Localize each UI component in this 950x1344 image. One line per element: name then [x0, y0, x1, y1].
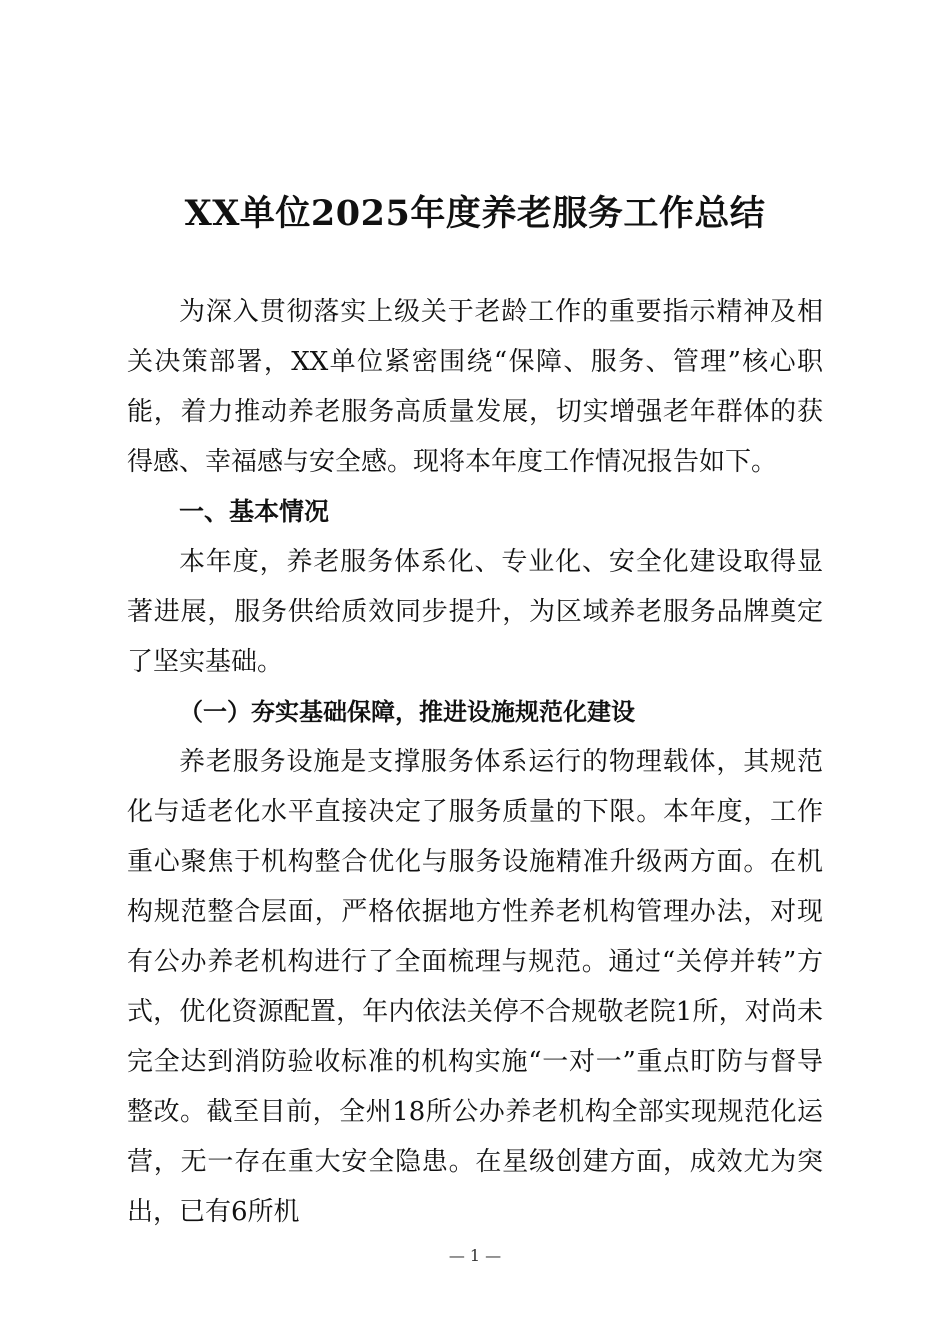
section-heading-basic-situation: 一、基本情况 — [179, 497, 330, 526]
subsection1-paragraph: 养老服务设施是支撑服务体系运行的物理载体，其规范化与适老化水平直接决定了服务质量的下限。本年度，工作重心聚焦于机构整合优化与服务设施精准升级两方面。在机构规范整合层面，严格依据地方性养老机构管理办法，对现有公办养老机构进行了全面梳理与规范。通过“关停并转”方式，优化资源配置，年内依法关停不合规敬老院1所，对尚未完全达到消防验收标准的机构实施“一对一”重点盯防与督导整改。截至目前，全州18所公办养老机构全部实现规范化运营，无一存在重大安全隐患。在星级创建方面，成效尤为突出，已有6所机 — [127, 747, 823, 1227]
section1-paragraph: 本年度，养老服务体系化、专业化、安全化建设取得显著进展，服务供给质效同步提升，为区域养老服务品牌奠定了坚实基础。 — [127, 547, 823, 677]
intro-paragraph: 为深入贯彻落实上级关于老龄工作的重要指示精神及相关决策部署，XX单位紧密围绕“保障、服务、管理”核心职能，着力推动养老服务高质量发展，切实增强老年群体的获得感、幸福感与安全感。现将本年度工作情况报告如下。 — [127, 297, 823, 477]
document-title: XX单位2025年度养老服务工作总结 — [184, 193, 766, 234]
page-number: — 1 — — [448, 1246, 502, 1265]
subsection-heading-facilities: （一）夯实基础保障，推进设施规范化建设 — [179, 697, 635, 726]
document-body — [127, 287, 823, 1237]
